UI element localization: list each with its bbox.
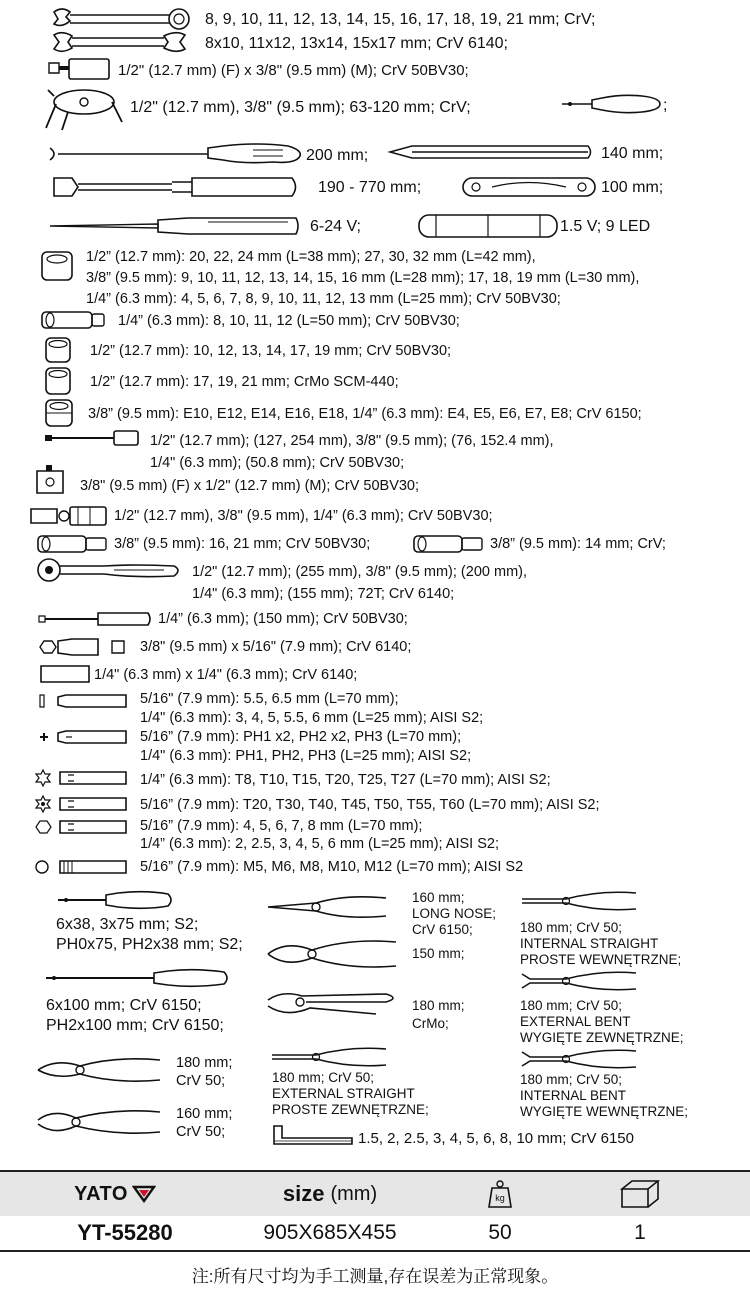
torx-bits-spec: 1/4” (6.3 mm): T8, T10, T15, T20, T25, T27 (L=70 mm); AISI S2; bbox=[140, 772, 551, 788]
circlip-ext-straight-spec-line-3: PROSTE ZEWNĘTRZNE; bbox=[272, 1102, 429, 1117]
flashlight-icon bbox=[418, 212, 558, 240]
half-inch-sockets-spec: 1/2” (12.7 mm): 10, 12, 13, 14, 17, 19 mm; CrV 50BV30; bbox=[90, 343, 452, 359]
hex-key-icon bbox=[272, 1124, 354, 1146]
measurement-note: 注:所有尺寸均为手工测量,存在误差为正常现象。 bbox=[191, 1267, 559, 1286]
box-icon bbox=[620, 1179, 660, 1209]
ujoints-spec: 1/2" (12.7 mm), 3/8" (9.5 mm), 1/4” (6.3 mm); CrV 50BV30; bbox=[114, 508, 493, 524]
sockets-spec-line-2: 3/8” (9.5 mm): 9, 10, 11, 12, 13, 14, 15, 16 mm (L=28 mm); 17, 18, 19 mm (L=30 mm), bbox=[86, 270, 640, 286]
ratchets-spec-line-2: 1/4" (6.3 mm); (155 mm); 72T; CrV 6140; bbox=[192, 586, 455, 602]
adapter-mf-spec: 3/8" (9.5 mm) (F) x 1/2" (12.7 mm) (M); CrV 50BV30; bbox=[80, 478, 420, 494]
socket-icon bbox=[40, 250, 74, 282]
short-screwdrivers-spec-line-2: PH0x75, PH2x38 mm; S2; bbox=[56, 936, 243, 953]
long-screwdrivers-spec-line-1: 6x100 mm; CrV 6150; bbox=[46, 997, 202, 1014]
side-cutter-icon bbox=[266, 936, 400, 972]
long-nose-pliers-spec-line-3: CrV 6150; bbox=[412, 922, 473, 937]
spline-bits-spec: 5/16” (7.9 mm): M5, M6, M8, M10, M12 (L=70 mm); AISI S2 bbox=[140, 859, 524, 875]
circlip-pliers-icon bbox=[270, 1044, 390, 1070]
box-count-value: 1 bbox=[634, 1221, 646, 1244]
combination-pliers-spec-line-2: CrV 50; bbox=[176, 1073, 226, 1089]
flare-wrench-icon bbox=[52, 32, 187, 52]
weight-icon-label: kg bbox=[495, 1193, 505, 1203]
circlip-ext-straight-spec-line-2: EXTERNAL STRAIGHT bbox=[272, 1086, 415, 1101]
universal-joint-icon bbox=[30, 505, 108, 527]
spark-sockets-spec: 3/8” (9.5 mm): 16, 21 mm; CrV 50BV30; bbox=[114, 536, 371, 552]
tamper-torx-bit-icon bbox=[34, 794, 128, 814]
spec-table-row bbox=[0, 1216, 750, 1252]
torx-sockets-spec: 3/8” (9.5 mm): E10, E12, E14, E16, E18, 1/4” (6.3 mm): E4, E5, E6, E7, E8; CrV 6150; bbox=[88, 406, 642, 422]
combination-pliers-spec-line-1: 180 mm; bbox=[176, 1055, 233, 1071]
bit-adapter-icon bbox=[38, 636, 128, 658]
phillips-bit-icon bbox=[36, 728, 128, 746]
impact-socket-icon bbox=[44, 366, 72, 396]
ratchet-icon bbox=[34, 558, 184, 584]
filter-wrench-spec: 1/2" (12.7 mm), 3/8" (9.5 mm); 63-120 mm; CrV; bbox=[130, 99, 471, 116]
long-nose-pliers-spec-line-1: 160 mm; bbox=[412, 890, 465, 905]
circlip-ext-bent-spec-line-1: 180 mm; CrV 50; bbox=[520, 998, 623, 1013]
tamper-torx-bits-spec: 5/16” (7.9 mm): T20, T30, T40, T45, T50, T55, T60 (L=70 mm); AISI S2; bbox=[140, 797, 600, 813]
sockets-spec-line-3: 1/4” (6.3 mm): 4, 5, 6, 7, 8, 9, 10, 11, 12, 13 mm (L=25 mm); CrV 50BV30; bbox=[86, 291, 561, 307]
scraper-icon bbox=[388, 142, 594, 162]
locking-pliers-spec-line-2: CrMo; bbox=[412, 1016, 449, 1031]
pick-tool-spec: 200 mm; bbox=[306, 147, 369, 164]
box-header bbox=[600, 1172, 680, 1216]
extension-bar-icon bbox=[44, 430, 140, 446]
bit-driver-spec: 1/4” (6.3 mm); (150 mm); CrV 50BV30; bbox=[158, 611, 408, 627]
combination-wrench-spec: 8, 9, 10, 11, 12, 13, 14, 15, 16, 17, 18, 19, 21 mm; CrV; bbox=[205, 11, 596, 28]
bit-driver-icon bbox=[38, 610, 152, 628]
size-header bbox=[240, 1172, 420, 1216]
short-screwdrivers-spec-line-1: 6x38, 3x75 mm; S2; bbox=[56, 916, 199, 933]
adapter-icon bbox=[36, 464, 76, 494]
side-cutter-spec: 150 mm; bbox=[412, 946, 465, 961]
socket-icon bbox=[44, 336, 72, 364]
deep-socket-icon bbox=[40, 310, 106, 330]
circlip-pliers-icon bbox=[520, 888, 640, 914]
diagonal-cutter-icon bbox=[36, 1106, 164, 1138]
telescopic-magnet-icon bbox=[52, 174, 300, 200]
screwdriver-icon bbox=[56, 890, 174, 910]
awl-spec: ; bbox=[663, 97, 668, 114]
circlip-ext-bent-spec-line-2: EXTERNAL BENT bbox=[520, 1014, 631, 1029]
ratchets-spec-line-1: 1/2" (12.7 mm); (255 mm), 3/8" (9.5 mm); (200 mm), bbox=[192, 564, 528, 580]
brake-spring-tool-icon bbox=[462, 176, 596, 198]
circlip-int-straight-spec-line-3: PROSTE WEWNĘTRZNE; bbox=[520, 952, 682, 967]
bit-adapter-spec: 3/8" (9.5 mm) x 5/16" (7.9 mm); CrV 6140; bbox=[140, 639, 412, 655]
hex-bits-spec-line-1: 5/16” (7.9 mm): 4, 5, 6, 7, 8 mm (L=70 mm); bbox=[140, 818, 423, 834]
circlip-pliers-bent-icon bbox=[520, 968, 640, 994]
spec-table-header bbox=[0, 1170, 750, 1218]
brand-name: YATO bbox=[74, 1182, 128, 1205]
voltage-tester-spec: 6-24 V; bbox=[310, 218, 361, 235]
screwdriver-icon bbox=[44, 968, 230, 988]
size-value: 905X685X455 bbox=[263, 1221, 397, 1244]
adapter-fm-spec: 1/2" (12.7 mm) (F) x 3/8" (9.5 mm) (M); CrV 50BV30; bbox=[118, 62, 469, 79]
flashlight-spec: 1.5 V; 9 LED bbox=[560, 218, 651, 235]
brand-logo bbox=[40, 1172, 190, 1216]
bit-holder-spec: 1/4" (6.3 mm) x 1/4" (6.3 mm); CrV 6140; bbox=[94, 667, 358, 683]
diagonal-cutter-spec-line-1: 160 mm; bbox=[176, 1106, 233, 1122]
circlip-int-bent-spec-line-3: WYGIĘTE WEWNĘTRZNE; bbox=[520, 1104, 688, 1119]
circlip-ext-bent-spec-line-3: WYGIĘTE ZEWNĘTRZNE; bbox=[520, 1030, 684, 1045]
oil-filter-wrench-icon bbox=[44, 84, 124, 132]
deep-sockets-spec: 1/4” (6.3 mm): 8, 10, 11, 12 (L=50 mm); CrV 50BV30; bbox=[118, 313, 460, 329]
torx-socket-icon bbox=[44, 398, 74, 428]
weight-value: 50 bbox=[488, 1221, 512, 1244]
combination-pliers-icon bbox=[36, 1054, 164, 1086]
phillips-bits-spec-line-1: 5/16” (7.9 mm): PH1 x2, PH2 x2, PH3 (L=70 mm); bbox=[140, 729, 462, 745]
long-screwdrivers-spec-line-2: PH2x100 mm; CrV 6150; bbox=[46, 1017, 224, 1034]
weight-header bbox=[460, 1172, 540, 1216]
extensions-spec-line-2: 1/4" (6.3 mm); (50.8 mm); CrV 50BV30; bbox=[150, 455, 405, 471]
scraper-spec: 140 mm; bbox=[601, 145, 664, 162]
spec-table bbox=[0, 1170, 750, 1250]
diagonal-cutter-spec-line-2: CrV 50; bbox=[176, 1124, 226, 1140]
model-number: YT-55280 bbox=[77, 1220, 173, 1245]
circlip-int-straight-spec-line-1: 180 mm; CrV 50; bbox=[520, 920, 623, 935]
extensions-spec-line-1: 1/2" (12.7 mm); (127, 254 mm), 3/8" (9.5 mm); (76, 152.4 mm), bbox=[150, 433, 554, 449]
combination-wrench-icon bbox=[52, 8, 192, 30]
locking-pliers-icon bbox=[266, 988, 402, 1018]
phillips-bits-spec-line-2: 1/4" (6.3 mm): PH1, PH2, PH3 (L=25 mm); AISI S2; bbox=[140, 748, 472, 764]
flat-bits-spec-line-2: 1/4" (6.3 mm): 3, 4, 5, 5.5, 6 mm (L=25 mm); AISI S2; bbox=[140, 710, 484, 726]
hex-bits-spec-line-2: 1/4” (6.3 mm): 2, 2.5, 3, 4, 5, 6 mm (L=25 mm); AISI S2; bbox=[140, 836, 500, 852]
circlip-int-straight-spec-line-2: INTERNAL STRAIGHT bbox=[520, 936, 659, 951]
hex-bit-icon bbox=[34, 818, 128, 836]
flat-bit-icon bbox=[38, 692, 128, 710]
bit-holder-icon bbox=[40, 664, 90, 684]
size-label: size bbox=[282, 1181, 325, 1206]
flat-bits-spec-line-1: 5/16" (7.9 mm): 5.5, 6.5 mm (L=70 mm); bbox=[140, 691, 399, 707]
circlip-int-bent-spec-line-1: 180 mm; CrV 50; bbox=[520, 1072, 623, 1087]
spline-bit-icon bbox=[34, 858, 128, 876]
adapter-icon bbox=[48, 58, 110, 80]
long-nose-pliers-spec-line-2: LONG NOSE; bbox=[412, 906, 497, 921]
circlip-ext-straight-spec-line-1: 180 mm; CrV 50; bbox=[272, 1070, 375, 1085]
awl-icon bbox=[562, 94, 662, 114]
spark-socket-14-spec: 3/8” (9.5 mm): 14 mm; CrV; bbox=[490, 536, 666, 552]
sockets-spec-line-1: 1/2” (12.7 mm): 20, 22, 24 mm (L=38 mm); 27, 30, 32 mm (L=42 mm), bbox=[86, 249, 536, 265]
locking-pliers-spec-line-1: 180 mm; bbox=[412, 998, 465, 1013]
voltage-tester-icon bbox=[48, 214, 300, 236]
long-nose-pliers-icon bbox=[266, 892, 390, 922]
size-unit: (mm) bbox=[330, 1182, 378, 1205]
pick-tool-icon bbox=[48, 142, 303, 166]
torx-bit-icon bbox=[34, 768, 128, 788]
circlip-pliers-bent-icon bbox=[520, 1046, 640, 1072]
flare-wrench-spec: 8x10, 11x12, 13x14, 15x17 mm; CrV 6140; bbox=[205, 35, 508, 52]
brake-tool-spec: 100 mm; bbox=[601, 179, 664, 196]
hex-keys-spec: 1.5, 2, 2.5, 3, 4, 5, 6, 8, 10 mm; CrV 6150 bbox=[358, 1130, 634, 1147]
impact-sockets-spec: 1/2” (12.7 mm): 17, 19, 21 mm; CrMo SCM-440; bbox=[90, 374, 399, 390]
spark-plug-socket-icon bbox=[36, 534, 108, 554]
yato-logo-mark-icon bbox=[132, 1185, 156, 1203]
circlip-int-bent-spec-line-2: INTERNAL BENT bbox=[520, 1088, 627, 1103]
telescopic-magnet-spec: 190 - 770 mm; bbox=[318, 179, 422, 196]
spark-plug-socket-icon bbox=[412, 534, 484, 554]
